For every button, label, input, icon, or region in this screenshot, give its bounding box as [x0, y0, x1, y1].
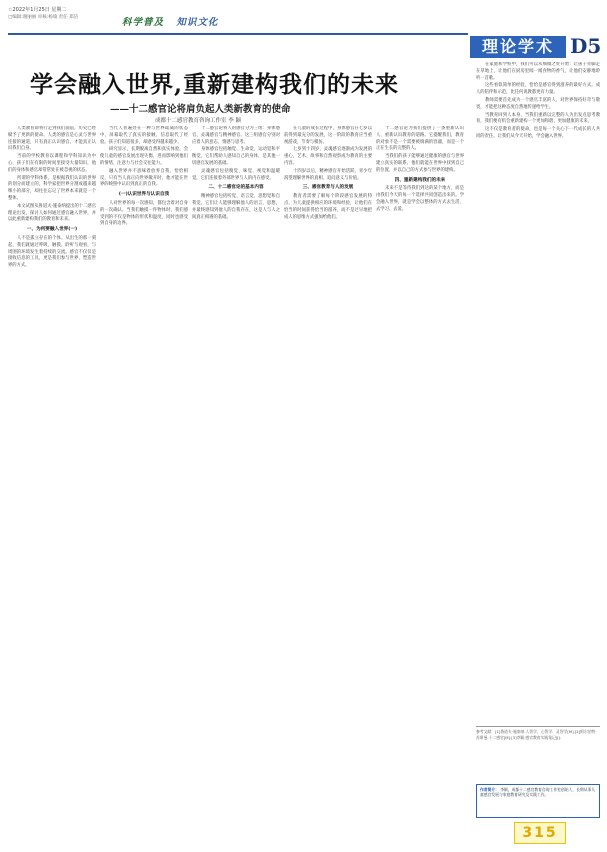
paragraph: 在家庭和学校中，我们可以从细微之处开始：让孩子赤脚走在草地上，让他们在厨房里闻一闻食物的香气，让他们安静地聆听一首歌。: [476, 62, 600, 81]
paragraph: 在儿童的成长过程中，身体感官在七岁以前得到最充分的发展，这一阶段的教育应当重视游戏、节奏与模仿。: [284, 126, 372, 145]
section-heading: 四、重新建构我们的未来: [394, 177, 446, 183]
paragraph: 十四岁以后，精神感官开始活跃，青少年渴望理解世界的真相，追问意义与价值。: [284, 168, 372, 181]
references: 参考文献：[1]鲁道夫·施泰纳.人智学、心智学、灵智学[M].[2]阿尔伯特·苏斯曼.十二感官[M].[3]李颖.感官教育实践笔记[J].: [476, 726, 600, 776]
article-body: [8, 126, 468, 848]
masthead: [8, 6, 468, 44]
section-heading: 二、十二感官论的基本内容: [208, 185, 264, 191]
paragraph: 身体感官包括触觉、生命觉、运动觉和平衡觉，它们帮助人感知自己的身体，是其他一切感官发展的基础。: [192, 147, 280, 166]
article-column-4: [284, 126, 372, 848]
paragraph: 人类教育即将行走到我们面前，历史已经赋予了更新的使命。人类的感官是心灵与世界连接的通道，只有真正认识感官，才能真正认识我们自身。: [8, 126, 96, 152]
section-heading: (一)认识世界与认识自我: [118, 192, 170, 198]
paragraph: 灵魂感官包括嗅觉、味觉、视觉和温暖觉，它们连接着外部世界与人的内在感受。: [192, 168, 280, 181]
byline: 成都十二感官教育咨询工作室 李 颖: [155, 118, 241, 124]
section-title: 理论学术: [470, 36, 566, 58]
page-number: D5: [570, 34, 602, 58]
article-column-3: [192, 126, 280, 848]
article-column-1: [8, 126, 96, 848]
author-bio-label: 作者简介：: [480, 787, 499, 792]
paragraph: 当教育回到人本身，当我们重新以完整的人为出发点思考教育，我们便有机会重新建构一个更加和谐、更加健康的未来。: [476, 112, 600, 125]
slogan-sub: 知识文化: [176, 17, 219, 28]
section-heading: 一、为何要融入世界(一): [26, 227, 78, 233]
author-bio-box: [476, 784, 600, 818]
paragraph: 未来不是等待我们到达的某个地方，而是由我们今天的每一个选择共同创造出来的。学会融入世界，就是学会以整体的方式去生活、去学习、去爱。: [376, 186, 464, 212]
paragraph: 人对世界的每一次感知，都包含着对自身的一次确认。当我们触摸一件物体时，我们感受到的不仅是物体的形状和温度，同时也感受到自身的边界。: [100, 200, 188, 227]
paragraph: 当代人普遍处在一种与世界疏离的状态中，屏幕取代了真实的接触，信息取代了经验。孩子们知道很多，却感受得越来越少。: [100, 126, 188, 145]
paragraph: 精神感官包括听觉、语言觉、思想觉和自我觉，它们让人能够理解他人的语言、思想，并最终感知到他人的自我存在，这是人与人之间真正相遇的基础。: [192, 194, 280, 220]
paragraph: 教师需要首先成为一个感官丰富的人，对世界保持好奇与敬畏，才能把这种态度自然地传递给学生。: [476, 97, 600, 110]
paragraph: 本文试图从鲁道夫·施泰纳提出的十二感官理论出发，探讨人如何通过感官融入世界，并以此重新建构我们的教育和未来。: [8, 203, 96, 223]
paragraph: 这不仅是教育者的使命，也是每一个关心下一代成长的人共同的责任。让我们从今天开始，学会融入世界。: [476, 127, 600, 139]
paragraph: 当我们的孩子能够通过健康的感官与世界建立真实的联系，他们就能在世界中找到自己的位置，并以自己的方式参与世界的建构。: [376, 154, 464, 173]
certification-stamp: 315: [514, 822, 566, 844]
section-heading: 三、感官教育与人的发展: [302, 185, 354, 191]
paragraph: 所谓的学科体系，是根据我们认识的世界的划分而建立的，科学家把世界分割成越来越细小的部分，却往往忘记了世界本来就是一个整体。: [8, 175, 96, 201]
author-bio-text: 李颖，成都十二感官教育咨询工作室创始人，长期从事儿童感官发展与家庭教育研究及实践工作。: [480, 787, 596, 798]
paragraph: 十二感官论将人的感官分为三组：身体感官、灵魂感官与精神感官。这三组感官分别对应着人的意志、情感与思考。: [192, 126, 280, 145]
dateline: ☆2022年1月25日 星期二: [8, 7, 67, 13]
editor-credits: □编辑:谢丽丽 审核:杨瑜 责任 郑洁: [8, 15, 79, 20]
paragraph: 七岁到十四岁，灵魂感官逐渐成为发展的重心，艺术、故事和自然观察成为教育的主要内容。: [284, 147, 372, 166]
headline: 学会融入世界,重新建构我们的未来: [30, 71, 400, 98]
paragraph: 研究显示，长期脱离自然和真实体验，会使儿童的感官发展出现失衡，进而影响到他们的情绪、注意力与社会交往能力。: [100, 147, 188, 166]
paragraph: 这些看似简单的经验，恰恰是感官得到滋养的最好方式。成人的陪伴和示范，比任何说教都更有力量。: [476, 83, 600, 96]
slogan-main: 科学普及: [122, 17, 165, 28]
paragraph: 人不是孤立存在的个体。从出生的那一刻起，我们就通过呼吸、触摸、聆听与观看，与周围的环境发生着持续的交流。感官不仅仅是接收信息的工具，更是我们参与世界、塑造世界的方式。: [8, 235, 96, 269]
masthead-slogan: [122, 14, 218, 28]
article-column-right: [476, 62, 600, 722]
paragraph: 十二感官论为我们提供了一条重新认识人、重新认识教育的道路。它提醒我们，教育的对象不是一个需要被填满的容器，而是一个正在生长的完整的人。: [376, 126, 464, 152]
paragraph: 当前的学校教育以课程和学科知识为中心，孩子们在有限的时间里接受大量知识，他们的身体和感官却常常处在被忽视的状态。: [8, 154, 96, 173]
subheadline: ——十二感官论将肩负起人类新教育的使命: [110, 104, 291, 115]
paragraph: 融入世界并不意味着放弃自我，恰恰相反，只有当人真正向世界敞开时，他才能在世界的映照中认识到真正的自我。: [100, 168, 188, 188]
article-column-2: [100, 126, 188, 848]
paragraph: 教育者需要了解每个阶段感官发展的特点，为儿童提供相应的环境和经验，让他们在恰当的时间获得恰当的滋养，而不是过早地把成人的思维方式强加给他们。: [284, 194, 372, 220]
masthead-rule: [8, 33, 468, 35]
article-column-5: [376, 126, 464, 848]
